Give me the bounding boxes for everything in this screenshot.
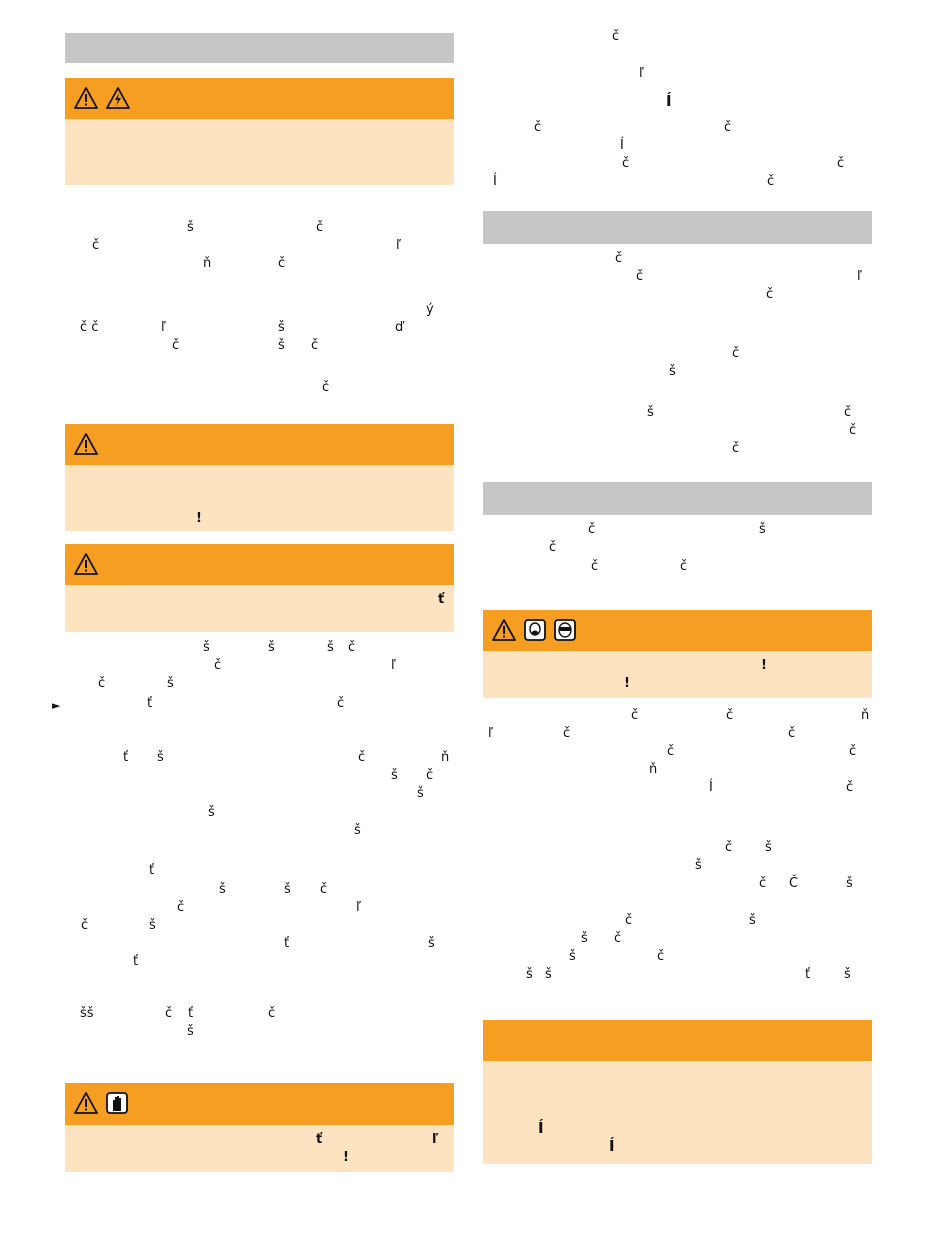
- text-glyph: č: [631, 708, 639, 723]
- text-glyph: š: [167, 676, 174, 691]
- warning-header-bar: [65, 544, 454, 585]
- text-glyph: !: [196, 511, 202, 526]
- text-glyph: č: [591, 559, 599, 574]
- text-glyph: č: [680, 559, 688, 574]
- electric-hazard-icon: [105, 86, 131, 110]
- text-glyph: č: [759, 876, 767, 891]
- text-glyph: č: [588, 522, 596, 537]
- text-glyph: ľ: [639, 66, 644, 81]
- left-column: [52, 0, 454, 1244]
- text-glyph: š: [749, 913, 756, 928]
- text-glyph: š: [327, 640, 334, 655]
- text-glyph: š: [669, 364, 676, 379]
- text-glyph: č: [614, 931, 622, 946]
- warning-triangle-icon: [73, 552, 99, 576]
- text-glyph: š: [844, 967, 851, 982]
- text-glyph: č: [92, 238, 100, 253]
- text-glyph: š: [545, 967, 552, 982]
- text-glyph: č: [337, 696, 345, 711]
- text-glyph: ď: [395, 320, 404, 335]
- text-glyph: š: [149, 918, 156, 933]
- warning-header-bar: [483, 1020, 872, 1061]
- text-glyph: š: [526, 967, 533, 982]
- text-glyph: ľ: [432, 1132, 439, 1147]
- text-glyph: č: [732, 346, 740, 361]
- text-glyph: ň: [861, 708, 870, 723]
- text-glyph: š: [208, 805, 215, 820]
- text-glyph: !: [343, 1150, 349, 1165]
- text-glyph: č: [426, 768, 434, 783]
- text-glyph: ť: [438, 592, 445, 607]
- right-column: [483, 0, 872, 1244]
- text-glyph: ľ: [391, 658, 396, 673]
- text-glyph: ý: [426, 302, 434, 317]
- text-glyph: ľ: [857, 269, 862, 284]
- text-glyph: č: [612, 29, 620, 44]
- warning-triangle-icon: [73, 432, 99, 456]
- text-glyph: š: [278, 320, 285, 335]
- text-glyph: č: [316, 220, 324, 235]
- warning-text-box: [483, 651, 872, 698]
- text-glyph: !: [624, 676, 630, 691]
- text-glyph: č: [636, 269, 644, 284]
- text-glyph: č: [766, 287, 774, 302]
- text-glyph: č: [846, 780, 854, 795]
- text-glyph: š: [278, 338, 285, 353]
- arrow-bullet-icon: ►: [52, 699, 61, 712]
- text-glyph: Í: [709, 780, 713, 795]
- text-glyph: č: [165, 1006, 173, 1021]
- text-glyph: č: [549, 540, 557, 555]
- text-glyph: š: [157, 750, 164, 765]
- text-glyph: č: [767, 174, 775, 189]
- warning-text-box: [65, 585, 454, 632]
- text-glyph: č: [268, 1006, 276, 1021]
- text-glyph: š: [203, 640, 210, 655]
- text-glyph: č: [849, 423, 857, 438]
- text-glyph: ť: [133, 954, 139, 969]
- text-glyph: č: [214, 658, 222, 673]
- text-glyph: š: [647, 405, 654, 420]
- text-glyph: šš: [80, 1006, 94, 1021]
- text-glyph: č: [657, 949, 665, 964]
- text-glyph: č: [81, 918, 89, 933]
- text-glyph: š: [846, 876, 853, 891]
- section-header-bar: [483, 211, 872, 244]
- text-glyph: š: [695, 858, 702, 873]
- safety-glasses-icon: [553, 618, 577, 642]
- warning-header-bar: [65, 78, 454, 119]
- text-glyph: š: [284, 882, 291, 897]
- text-glyph: č: [732, 441, 740, 456]
- text-glyph: ľ: [356, 900, 361, 915]
- text-glyph: š: [417, 786, 424, 801]
- text-glyph: š: [569, 949, 576, 964]
- text-glyph: č: [724, 120, 732, 135]
- text-glyph: č: [322, 380, 330, 395]
- text-glyph: Č: [789, 876, 799, 891]
- text-glyph: š: [187, 1024, 194, 1039]
- text-glyph: č: [348, 640, 356, 655]
- text-glyph: ť: [149, 863, 155, 878]
- text-glyph: Í: [609, 1137, 615, 1155]
- section-header-bar: [483, 482, 872, 515]
- text-glyph: č: [849, 744, 857, 759]
- text-glyph: č: [844, 405, 852, 420]
- section-header-bar: [65, 33, 454, 63]
- text-glyph: č: [98, 676, 106, 691]
- text-glyph: Í: [493, 174, 497, 189]
- text-glyph: Í: [666, 92, 672, 110]
- text-glyph: š: [268, 640, 275, 655]
- text-glyph: č: [667, 744, 675, 759]
- text-glyph: č: [563, 726, 571, 741]
- text-glyph: č: [320, 882, 328, 897]
- text-glyph: š: [219, 882, 226, 897]
- text-glyph: ť: [805, 967, 811, 982]
- warning-text-box: [483, 1061, 872, 1164]
- text-glyph: ľ: [488, 726, 493, 741]
- text-glyph: Í: [620, 138, 624, 153]
- warning-triangle-icon: [491, 618, 517, 642]
- warning-header-bar: [65, 1083, 454, 1125]
- text-glyph: č: [172, 338, 180, 353]
- text-glyph: š: [765, 840, 772, 855]
- text-glyph: ť: [284, 936, 290, 951]
- text-glyph: !: [761, 658, 767, 673]
- text-glyph: č: [625, 913, 633, 928]
- text-glyph: č: [725, 840, 733, 855]
- warning-header-bar: [65, 424, 454, 465]
- text-glyph: š: [759, 522, 766, 537]
- text-glyph: ľ: [396, 238, 401, 253]
- text-glyph: č: [615, 251, 623, 266]
- warning-text-box: [65, 1125, 454, 1172]
- warning-text-box: [65, 465, 454, 531]
- text-glyph: ľ: [161, 320, 166, 335]
- text-glyph: ť: [147, 696, 153, 711]
- text-glyph: č: [622, 156, 630, 171]
- text-glyph: č: [837, 156, 845, 171]
- text-glyph: č: [311, 338, 319, 353]
- warning-triangle-icon: [73, 1091, 99, 1115]
- text-glyph: ň: [441, 750, 450, 765]
- text-glyph: ň: [649, 762, 658, 777]
- text-glyph: č: [726, 708, 734, 723]
- text-glyph: č: [788, 726, 796, 741]
- text-glyph: ť: [316, 1132, 323, 1147]
- text-glyph: ň: [203, 256, 212, 271]
- text-glyph: š: [391, 768, 398, 783]
- text-glyph: š: [428, 936, 435, 951]
- text-glyph: Í: [538, 1119, 544, 1137]
- text-glyph: č: [534, 120, 542, 135]
- text-glyph: č: [278, 256, 286, 271]
- warning-header-bar: [483, 610, 872, 651]
- text-glyph: ť: [188, 1006, 194, 1021]
- text-glyph: ť: [123, 750, 129, 765]
- text-glyph: š: [187, 220, 194, 235]
- warning-triangle-icon: [73, 86, 99, 110]
- dust-mask-icon: [523, 618, 547, 642]
- text-glyph: š: [354, 823, 361, 838]
- gloves-icon: [105, 1091, 129, 1115]
- text-glyph: č č: [80, 320, 99, 335]
- text-glyph: č: [358, 750, 366, 765]
- text-glyph: č: [177, 900, 185, 915]
- text-glyph: š: [581, 931, 588, 946]
- warning-text-box: [65, 119, 454, 185]
